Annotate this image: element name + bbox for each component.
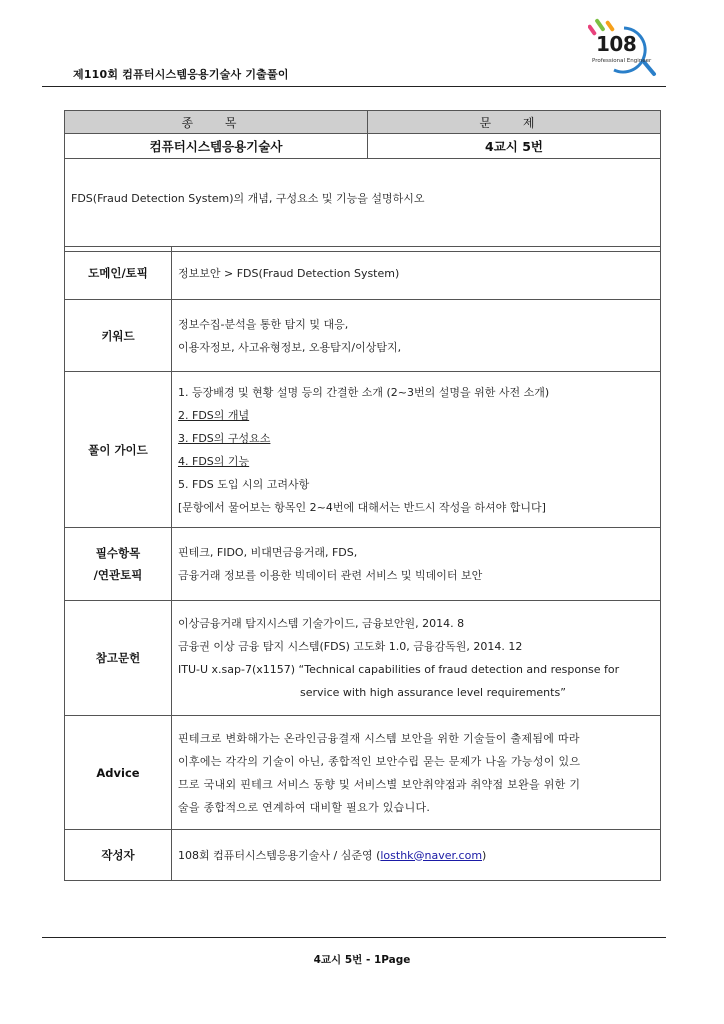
answer-guide-table [64, 246, 661, 881]
document-header-title: 제110회 컴퓨터시스템응용기술사 기출풀이 [73, 68, 289, 81]
author-email-link[interactable]: losthk@naver.com [380, 848, 483, 862]
required-line: 금융거래 정보를 이용한 빅데이터 관련 서비스 및 빅데이터 보안 [178, 569, 483, 582]
keywords-content [172, 300, 661, 372]
required-topics-content [172, 528, 661, 601]
keywords-line: 정보수집-분석을 통한 탐지 및 대응, [178, 317, 349, 331]
required-topics-label: 필수항목 /연관토픽 [65, 528, 172, 601]
reference-item: 이상금융거래 탐지시스템 기술가이드, 금융보안원, 2014. 8 [178, 617, 465, 630]
domain-label: 도메인/토픽 [65, 247, 172, 300]
domain-row [65, 247, 661, 300]
guide-line: 5. FDS 도입 시의 고려사항 [178, 477, 310, 491]
guide-row [65, 372, 661, 528]
problem-value: 4교시 5번 [368, 134, 661, 159]
guide-line-note: [문항에서 물어보는 항목인 2~4번에 대해서는 반드시 작성을 하셔야 합니다] [178, 500, 546, 514]
logo-subtitle: Professional Engineer [592, 58, 652, 64]
advice-line: 이후에는 각각의 기술이 아닌, 종합적인 보안수립 묻는 문제가 나올 가능성이 있으 [178, 754, 581, 768]
guide-line-components: 3. FDS의 구성요소 [178, 431, 271, 445]
summary-table [64, 110, 661, 252]
advice-content [172, 716, 661, 830]
guide-line: 1. 등장배경 및 현황 설명 등의 간결한 소개 (2~3번의 설명을 위한 사전 소개) [178, 385, 550, 399]
keywords-label: 키워드 [65, 300, 172, 372]
guide-line-functions: 4. FDS의 기능 [178, 454, 250, 468]
author-text: 108회 컴퓨터시스템응용기술사 / 심준영 ( [178, 848, 381, 862]
advice-line: 므로 국내외 핀테크 서비스 동향 및 서비스별 보안취약점과 취약점 보완을 위한 기 [178, 777, 581, 791]
advice-line: 핀테크로 변화해가는 온라인금융결재 시스템 보안을 위한 기술들이 출제됨에 따라 [178, 731, 580, 745]
guide-line-concept: 2. FDS의 개념 [178, 408, 250, 422]
required-topics-row [65, 528, 661, 601]
reference-item: ITU-U x.sap-7(x1157) “Technical capabilities of fraud detection and response for [178, 663, 620, 676]
keywords-line: 이용자정보, 사고유형정보, 오용탐지/이상탐지, [178, 340, 402, 354]
question-text: FDS(Fraud Detection System)의 개념, 구성요소 및 기능을 설명하시오 [65, 159, 661, 252]
reference-item: 금융권 이상 금융 탐지 시스템(FDS) 고도화 1.0, 금융감독원, 2014. 12 [178, 640, 523, 653]
references-row [65, 601, 661, 716]
problem-column-header: 문 제 [368, 111, 661, 134]
header-divider [42, 86, 666, 87]
author-row [65, 830, 661, 881]
subject-column-header: 종 목 [65, 111, 368, 134]
guide-content [172, 372, 661, 528]
author-content [172, 830, 661, 881]
subject-value: 컴퓨터시스템응용기술사 [65, 134, 368, 159]
references-content [172, 601, 661, 716]
advice-label: Advice [65, 716, 172, 830]
logo-108 [588, 14, 668, 84]
footer-divider [42, 937, 666, 938]
references-label: 참고문헌 [65, 601, 172, 716]
logo-number: 108 [596, 32, 637, 56]
reference-item-continued: service with high assurance level requirements” [300, 686, 566, 699]
domain-text: 정보보안 > FDS(Fraud Detection System) [172, 247, 661, 300]
required-line: 핀테크, FIDO, 비대면금융거래, FDS, [178, 546, 358, 559]
guide-label: 풀이 가이드 [65, 372, 172, 528]
page-footer: 4교시 5번 - 1Page [313, 954, 411, 966]
advice-line: 술을 종합적으로 연계하여 대비할 필요가 있습니다. [178, 800, 431, 814]
author-label: 작성자 [65, 830, 172, 881]
author-text-suffix: ) [482, 848, 487, 862]
advice-row [65, 716, 661, 830]
keywords-row [65, 300, 661, 372]
